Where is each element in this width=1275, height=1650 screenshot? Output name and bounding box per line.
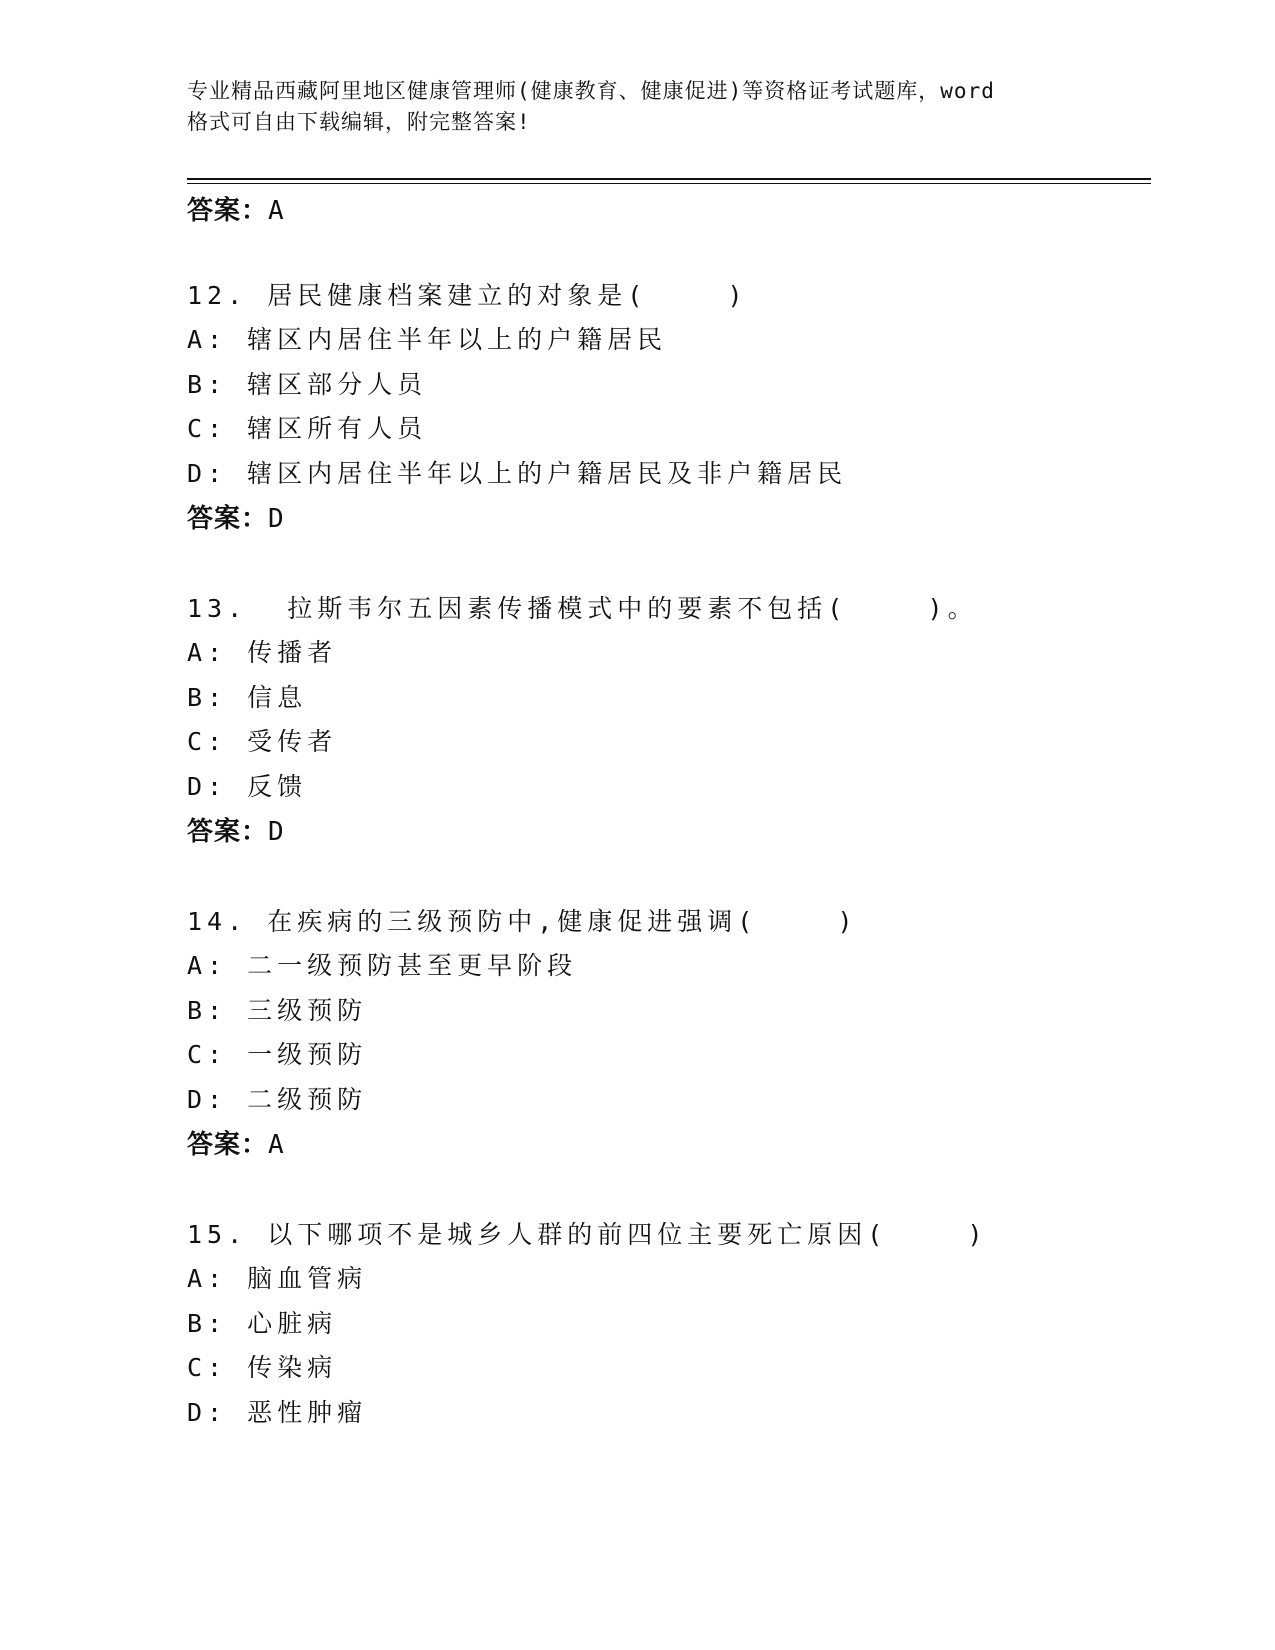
question-stem: 13. 拉斯韦尔五因素传播模式中的要素不包括( )。 (187, 594, 978, 623)
answer-label: 答案： (187, 1130, 269, 1160)
question-option: D: 反馈 (187, 772, 308, 801)
page-header (187, 76, 1127, 138)
question-stem: 14. 在疾病的三级预防中,健康促进强调( ) (187, 907, 858, 936)
question-option: C: 一级预防 (187, 1040, 368, 1069)
answer-line (187, 498, 285, 535)
question-option: A: 脑血管病 (187, 1264, 368, 1293)
question-stem: 15. 以下哪项不是城乡人群的前四位主要死亡原因( ) (187, 1220, 988, 1249)
question-stem: 12. 居民健康档案建立的对象是( ) (187, 281, 748, 310)
question-option: C: 受传者 (187, 727, 338, 756)
question-option: B: 信息 (187, 683, 308, 712)
answer-value: A (268, 196, 285, 226)
question-option: D: 辖区内居住半年以上的户籍居民及非户籍居民 (187, 459, 848, 488)
answer-line (187, 811, 285, 848)
question-option: B: 辖区部分人员 (187, 370, 428, 399)
question-option: D: 恶性肿瘤 (187, 1398, 368, 1427)
question-option: B: 三级预防 (187, 996, 368, 1025)
header-line-1: 专业精品西藏阿里地区健康管理师(健康教育、健康促进)等资格证考试题库，word (187, 79, 995, 103)
answer-label: 答案： (187, 504, 269, 534)
answer-line (187, 190, 285, 227)
question-option: A: 传播者 (187, 638, 338, 667)
question-option: C: 辖区所有人员 (187, 414, 428, 443)
answer-line (187, 1124, 285, 1161)
question-option: A: 辖区内居住半年以上的户籍居民 (187, 325, 668, 354)
question-option: C: 传染病 (187, 1353, 338, 1382)
header-line-2: 格式可自由下载编辑，附完整答案! (187, 110, 531, 134)
answer-value: D (268, 504, 285, 534)
header-divider-thin (187, 183, 1151, 184)
question-option: B: 心脏病 (187, 1309, 338, 1338)
header-divider (187, 178, 1151, 180)
answer-value: D (268, 817, 285, 847)
answer-label: 答案： (187, 196, 269, 226)
answer-label: 答案： (187, 817, 269, 847)
question-option: A: 二一级预防甚至更早阶段 (187, 951, 578, 980)
question-option: D: 二级预防 (187, 1085, 368, 1114)
answer-value: A (268, 1130, 285, 1160)
